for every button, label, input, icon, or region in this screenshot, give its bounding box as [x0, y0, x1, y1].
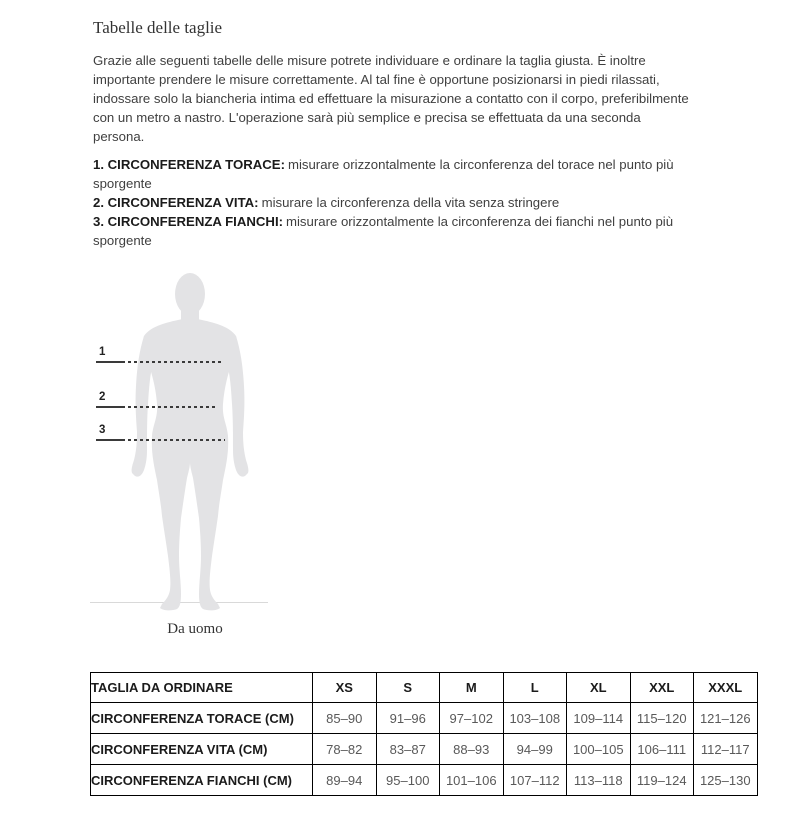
- instruction-label: 2. CIRCONFERENZA VITA:: [93, 195, 259, 210]
- table-header-xxl: XXL: [630, 673, 694, 703]
- marker-number: 2: [99, 391, 106, 403]
- instruction-item: [93, 193, 693, 212]
- value-cell: 78–82: [313, 734, 377, 765]
- value-cell: 112–117: [694, 734, 758, 765]
- table-header-m: M: [440, 673, 504, 703]
- table-row-hips: [91, 765, 758, 796]
- table-header-order-size: TAGLIA DA ORDINARE: [91, 673, 313, 703]
- row-label-waist: CIRCONFERENZA VITA (CM): [91, 734, 313, 765]
- marker-line-dashed: [122, 361, 223, 363]
- instruction-text: misurare orizzontalmente la circonferenza dei fianchi nel punto più sporgente: [93, 214, 674, 248]
- value-cell: 95–100: [376, 765, 440, 796]
- row-label-chest: CIRCONFERENZA TORACE (CM): [91, 703, 313, 734]
- instruction-label: 3. CIRCONFERENZA FIANCHI:: [93, 214, 283, 229]
- value-cell: 83–87: [376, 734, 440, 765]
- instruction-item: [93, 212, 693, 250]
- value-cell: 101–106: [440, 765, 504, 796]
- table-header-xl: XL: [567, 673, 631, 703]
- page-title: Tabelle delle taglie: [93, 18, 223, 37]
- marker-line-solid: [96, 439, 122, 441]
- figure-caption: Da uomo: [167, 621, 223, 637]
- instruction-item: [93, 155, 693, 193]
- table-row-waist: [91, 734, 758, 765]
- male-body-figure: [90, 269, 300, 644]
- marker-line-solid: [96, 406, 122, 408]
- value-cell: 107–112: [503, 765, 567, 796]
- value-cell: 121–126: [694, 703, 758, 734]
- marker-number: 3: [99, 424, 106, 436]
- value-cell: 91–96: [376, 703, 440, 734]
- table-header-l: L: [503, 673, 567, 703]
- value-cell: 125–130: [694, 765, 758, 796]
- value-cell: 106–111: [630, 734, 694, 765]
- size-table: [90, 672, 758, 796]
- instruction-text: misurare orizzontalmente la circonferenza del torace nel punto più sporgente: [93, 157, 674, 191]
- marker-line-dashed: [122, 439, 225, 441]
- marker-line-solid: [96, 361, 122, 363]
- value-cell: 103–108: [503, 703, 567, 734]
- value-cell: 109–114: [567, 703, 631, 734]
- value-cell: 94–99: [503, 734, 567, 765]
- table-header-xxxl: XXXL: [694, 673, 758, 703]
- table-header-row: [91, 673, 758, 703]
- male-silhouette-icon: [98, 272, 282, 612]
- marker-line-dashed: [122, 406, 215, 408]
- table-header-xs: XS: [313, 673, 377, 703]
- measurement-instructions: [93, 155, 693, 250]
- value-cell: 85–90: [313, 703, 377, 734]
- value-cell: 89–94: [313, 765, 377, 796]
- marker-number: 1: [99, 346, 106, 358]
- value-cell: 97–102: [440, 703, 504, 734]
- instruction-label: 1. CIRCONFERENZA TORACE:: [93, 157, 285, 172]
- row-label-hips: CIRCONFERENZA FIANCHI (CM): [91, 765, 313, 796]
- value-cell: 100–105: [567, 734, 631, 765]
- value-cell: 119–124: [630, 765, 694, 796]
- value-cell: 88–93: [440, 734, 504, 765]
- table-row-chest: [91, 703, 758, 734]
- instruction-text: misurare la circonferenza della vita senza stringere: [261, 195, 560, 210]
- intro-paragraph: Grazie alle seguenti tabelle delle misure potrete individuare e ordinare la taglia giusta. È inoltre importante prendere le misure correttamente. Al tal fine è opportune posizionarsi in piedi rilassati, indossare solo la biancheria intima ed effettuare la misurazione a contatto con il corpo, preferibilmente con un metro a nastro. L'operazione sarà più semplice e precisa se effettuata da una seconda persona.: [93, 53, 689, 144]
- value-cell: 113–118: [567, 765, 631, 796]
- value-cell: 115–120: [630, 703, 694, 734]
- table-header-s: S: [376, 673, 440, 703]
